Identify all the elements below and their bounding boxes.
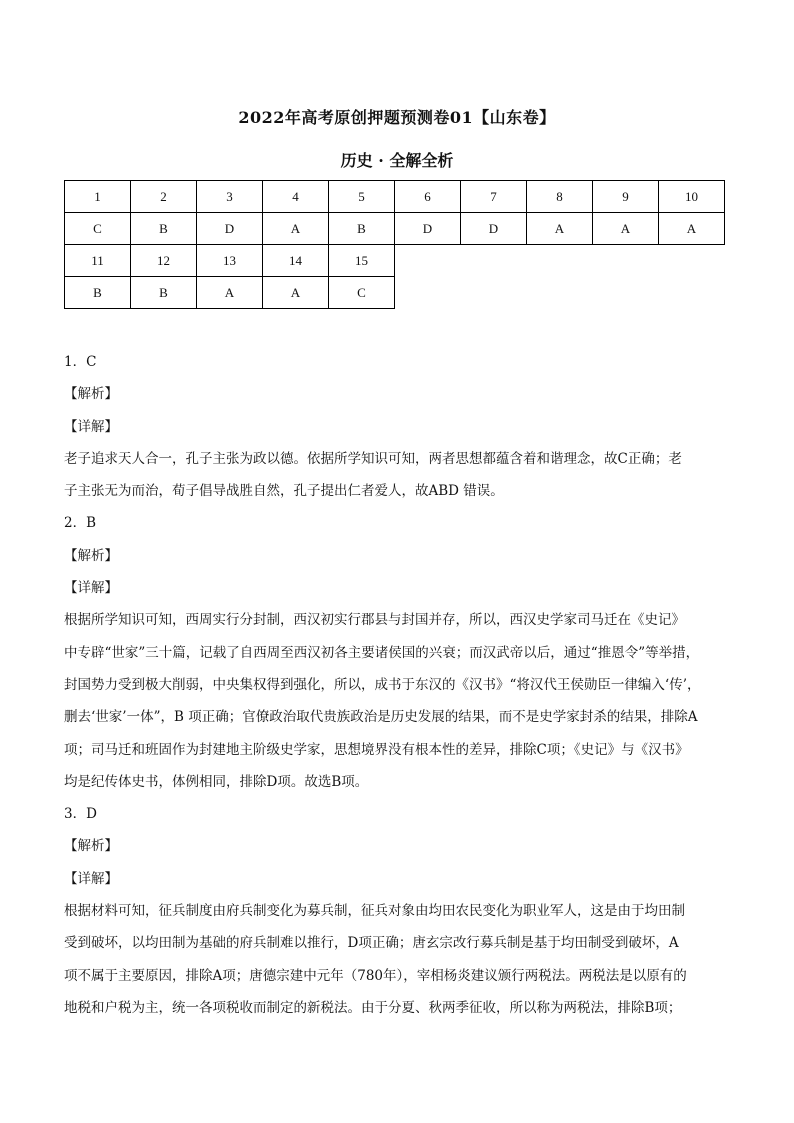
empty-cell	[395, 245, 461, 277]
empty-cell	[659, 245, 725, 277]
question-number-cell: 9	[593, 181, 659, 213]
answer-cell: C	[65, 213, 131, 245]
empty-cell	[593, 245, 659, 277]
question-heading: 1．C	[64, 354, 97, 370]
answer-cell: B	[329, 213, 395, 245]
question-number-cell: 15	[329, 245, 395, 277]
answer-table-number-row-2	[65, 245, 725, 277]
answer-cell: A	[263, 277, 329, 309]
answer-cell: D	[461, 213, 527, 245]
analysis-label: 【解析】	[64, 547, 118, 564]
question-heading: 2．B	[64, 515, 97, 532]
question-number-cell: 6	[395, 181, 461, 213]
explanation-line: 删去‘世家’一体”，B 项正确；官僚政治取代贵族政治是历史发展的结果，而不是史学家封杀的结果，排除A	[64, 709, 698, 726]
answer-cell: D	[197, 213, 263, 245]
question-number-cell: 4	[263, 181, 329, 213]
question-number-cell: 2	[131, 181, 197, 213]
question-number-cell: 14	[263, 245, 329, 277]
question-heading: 3．D	[64, 806, 97, 823]
answer-table-number-row-1	[65, 181, 725, 213]
empty-cell	[527, 277, 593, 309]
answer-cell: B	[65, 277, 131, 309]
question-number-cell: 12	[131, 245, 197, 277]
question-number-cell: 1	[65, 181, 131, 213]
answer-cell: A	[593, 213, 659, 245]
question-number-cell: 8	[527, 181, 593, 213]
question-number-cell: 7	[461, 181, 527, 213]
document-subtitle: 历史 · 全解全析	[340, 151, 454, 170]
answer-table	[64, 180, 725, 309]
answer-cell: C	[329, 277, 395, 309]
empty-cell	[461, 277, 527, 309]
analysis-label: 【解析】	[64, 386, 118, 403]
detail-label: 【详解】	[64, 580, 118, 597]
explanation-line: 项；司马迁和班固作为封建地主阶级史学家，思想境界没有根本性的差异，排除C项；《史记》与《汉书》	[64, 741, 689, 758]
empty-cell	[527, 245, 593, 277]
answer-table-answer-row-2	[65, 277, 725, 309]
answer-cell: A	[197, 277, 263, 309]
explanation-line: 子主张无为而治，荀子倡导战胜自然，孔子提出仁者爱人，故ABD 错误。	[64, 483, 504, 500]
analysis-label: 【解析】	[64, 838, 118, 855]
explanation-line: 老子追求天人合一，孔子主张为政以德。依据所学知识可知，两者思想都蕴含着和谐理念，故C正确；老	[64, 450, 682, 467]
answer-table-answer-row-1	[65, 213, 725, 245]
question-number-cell: 10	[659, 181, 725, 213]
question-number-cell: 13	[197, 245, 263, 277]
detail-label: 【详解】	[64, 418, 118, 435]
explanation-line: 封国势力受到极大削弱，中央集权得到强化，所以，成书于东汉的《汉书》“将汉代王侯勋臣一律编入‘传’，	[64, 676, 701, 693]
answer-cell: A	[527, 213, 593, 245]
explanation-line: 中专辟“世家”三十篇，记载了自西周至西汉初各主要诸侯国的兴衰；而汉武帝以后，通过“推恩令”等举措，	[64, 644, 700, 661]
detail-label: 【详解】	[64, 870, 118, 887]
empty-cell	[461, 245, 527, 277]
answer-cell: D	[395, 213, 461, 245]
question-number-cell: 5	[329, 181, 395, 213]
document-title: 2022年高考原创押题预测卷01【山东卷】	[238, 108, 556, 127]
answer-cell: A	[263, 213, 329, 245]
explanation-body	[64, 346, 732, 1024]
question-number-cell: 3	[197, 181, 263, 213]
explanation-line: 地税和户税为主，统一各项税收而制定的新税法。由于分夏、秋两季征收，所以称为两税法，排除B项；	[64, 999, 682, 1016]
empty-cell	[395, 277, 461, 309]
explanation-line: 根据所学知识可知，西周实行分封制，西汉初实行郡县与封国并存，所以，西汉史学家司马迁在《史记》	[64, 612, 685, 629]
answer-cell: B	[131, 277, 197, 309]
empty-cell	[593, 277, 659, 309]
answer-cell: A	[659, 213, 725, 245]
explanation-line: 均是纪传体史书，体例相同，排除D项。故选B项。	[64, 773, 369, 790]
empty-cell	[659, 277, 725, 309]
explanation-line: 受到破坏，以均田制为基础的府兵制难以推行，D项正确；唐玄宗改行募兵制是基于均田制受到破坏，A	[64, 935, 679, 952]
explanation-line: 根据材料可知，征兵制度由府兵制变化为募兵制，征兵对象由均田农民变化为职业军人，这是由于均田制	[64, 903, 685, 920]
explanation-line: 项不属于主要原因，排除A项；唐德宗建中元年（780年），宰相杨炎建议颁行两税法。两税法是以原有的	[64, 967, 687, 984]
question-number-cell: 11	[65, 245, 131, 277]
answer-cell: B	[131, 213, 197, 245]
